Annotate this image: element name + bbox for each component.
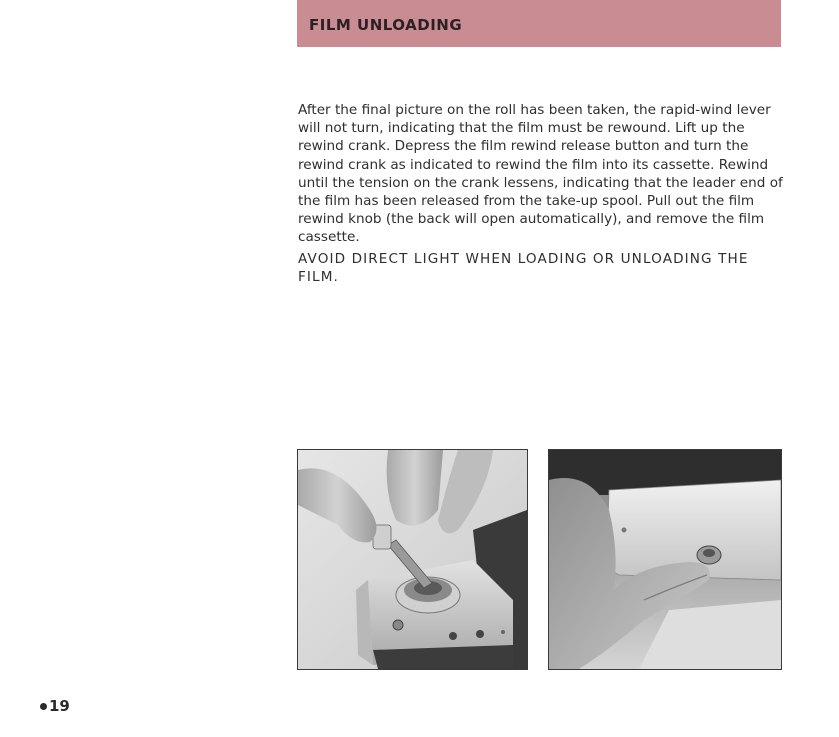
warning-text: AVOID DIRECT LIGHT WHEN LOADING OR UNLOADING THE FILM. — [298, 251, 749, 286]
rewind-crank-photo — [297, 449, 528, 670]
section-header-band — [297, 0, 781, 47]
instruction-text — [298, 101, 786, 247]
page-number — [40, 697, 70, 715]
rewind-knob-photo — [548, 449, 782, 670]
bullet-icon — [40, 703, 47, 710]
instruction-paragraph: After the final picture on the roll has been taken, the rapid-wind lever will not turn, indicating that the film must be rewound. Lift up the rewind crank. Depress the film rewind release button and turn the rewind crank as indicated to rewind the film into its cassette. Rewind until the tension on the crank lessens, indicating that the leader end of the film has been released from the take-up spool. Pull out the film rewind knob (the back will open automatically), and remove the film cassette. — [298, 102, 783, 246]
page-number-value: 19 — [49, 697, 70, 715]
section-title: FILM UNLOADING — [309, 16, 463, 34]
